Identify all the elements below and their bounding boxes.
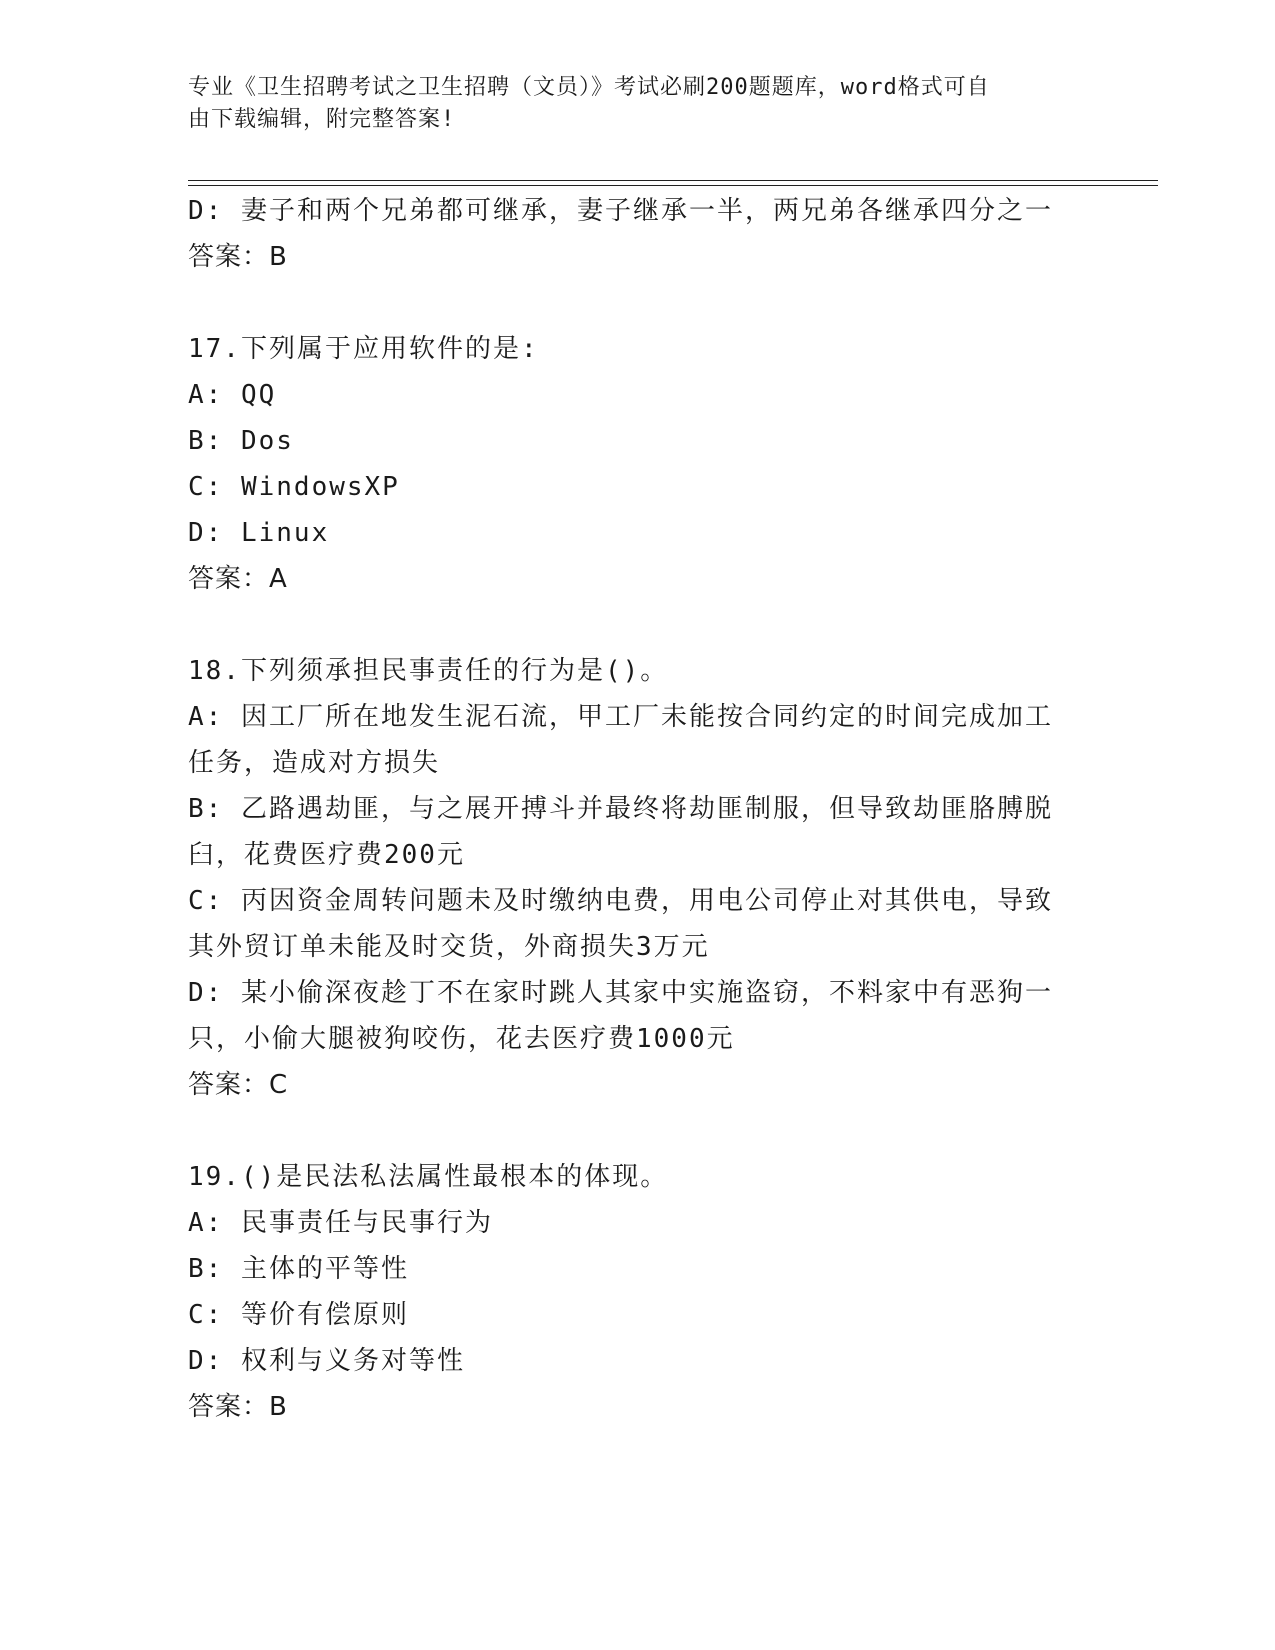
document-header (188, 72, 1088, 136)
answer: 答案：B (188, 1392, 288, 1422)
option-a: A: QQ (188, 380, 277, 410)
spacer (188, 280, 1088, 326)
option-c: C: 等价有偿原则 (188, 1300, 409, 1330)
answer: 答案：C (188, 1070, 289, 1100)
option-c-line-2: 其外贸订单未能及时交货，外商损失3万元 (188, 932, 710, 962)
option-b: B: Dos (188, 426, 294, 456)
option-b: B: 主体的平等性 (188, 1254, 409, 1284)
document-body (188, 188, 1088, 1430)
question-18 (188, 648, 1088, 1108)
option-d: D: Linux (188, 518, 330, 548)
spacer (188, 1108, 1088, 1154)
option-d-line-2: 只，小偷大腿被狗咬伤，花去医疗费1000元 (188, 1024, 735, 1054)
option-c: C: WindowsXP (188, 472, 400, 502)
header-rule-top (188, 180, 1158, 181)
header-line-2: 由下载编辑，附完整答案! (188, 107, 456, 132)
question-text: 18.下列须承担民事责任的行为是()。 (188, 656, 669, 686)
option-a-line-1: A: 因工厂所在地发生泥石流，甲工厂未能按合同约定的时间完成加工 (188, 702, 1053, 732)
option-b-line-2: 臼，花费医疗费200元 (188, 840, 465, 870)
option-b-line-1: B: 乙路遇劫匪，与之展开搏斗并最终将劫匪制服，但导致劫匪胳膊脱 (188, 794, 1053, 824)
option-a: A: 民事责任与民事行为 (188, 1208, 493, 1238)
question-text: 19.()是民法私法属性最根本的体现。 (188, 1162, 669, 1192)
option-d-line-1: D: 某小偷深夜趁丁不在家时跳人其家中实施盗窃，不料家中有恶狗一 (188, 978, 1053, 1008)
question-19 (188, 1154, 1088, 1430)
option-d: D: 权利与义务对等性 (188, 1346, 465, 1376)
header-line-1: 专业《卫生招聘考试之卫生招聘（文员）》考试必刷200题题库，word格式可自 (188, 75, 990, 100)
option-a-line-2: 任务，造成对方损失 (188, 748, 441, 778)
option-c-line-1: C: 丙因资金周转问题未及时缴纳电费，用电公司停止对其供电，导致 (188, 886, 1053, 916)
answer: 答案：A (188, 564, 288, 594)
spacer (188, 602, 1088, 648)
header-rule-bottom (188, 185, 1158, 186)
answer: 答案：B (188, 242, 288, 272)
question-17 (188, 326, 1088, 602)
option-d: D: 妻子和两个兄弟都可继承，妻子继承一半，两兄弟各继承四分之一 (188, 196, 1053, 226)
question-text: 17.下列属于应用软件的是: (188, 334, 539, 364)
question-16-tail (188, 188, 1088, 280)
